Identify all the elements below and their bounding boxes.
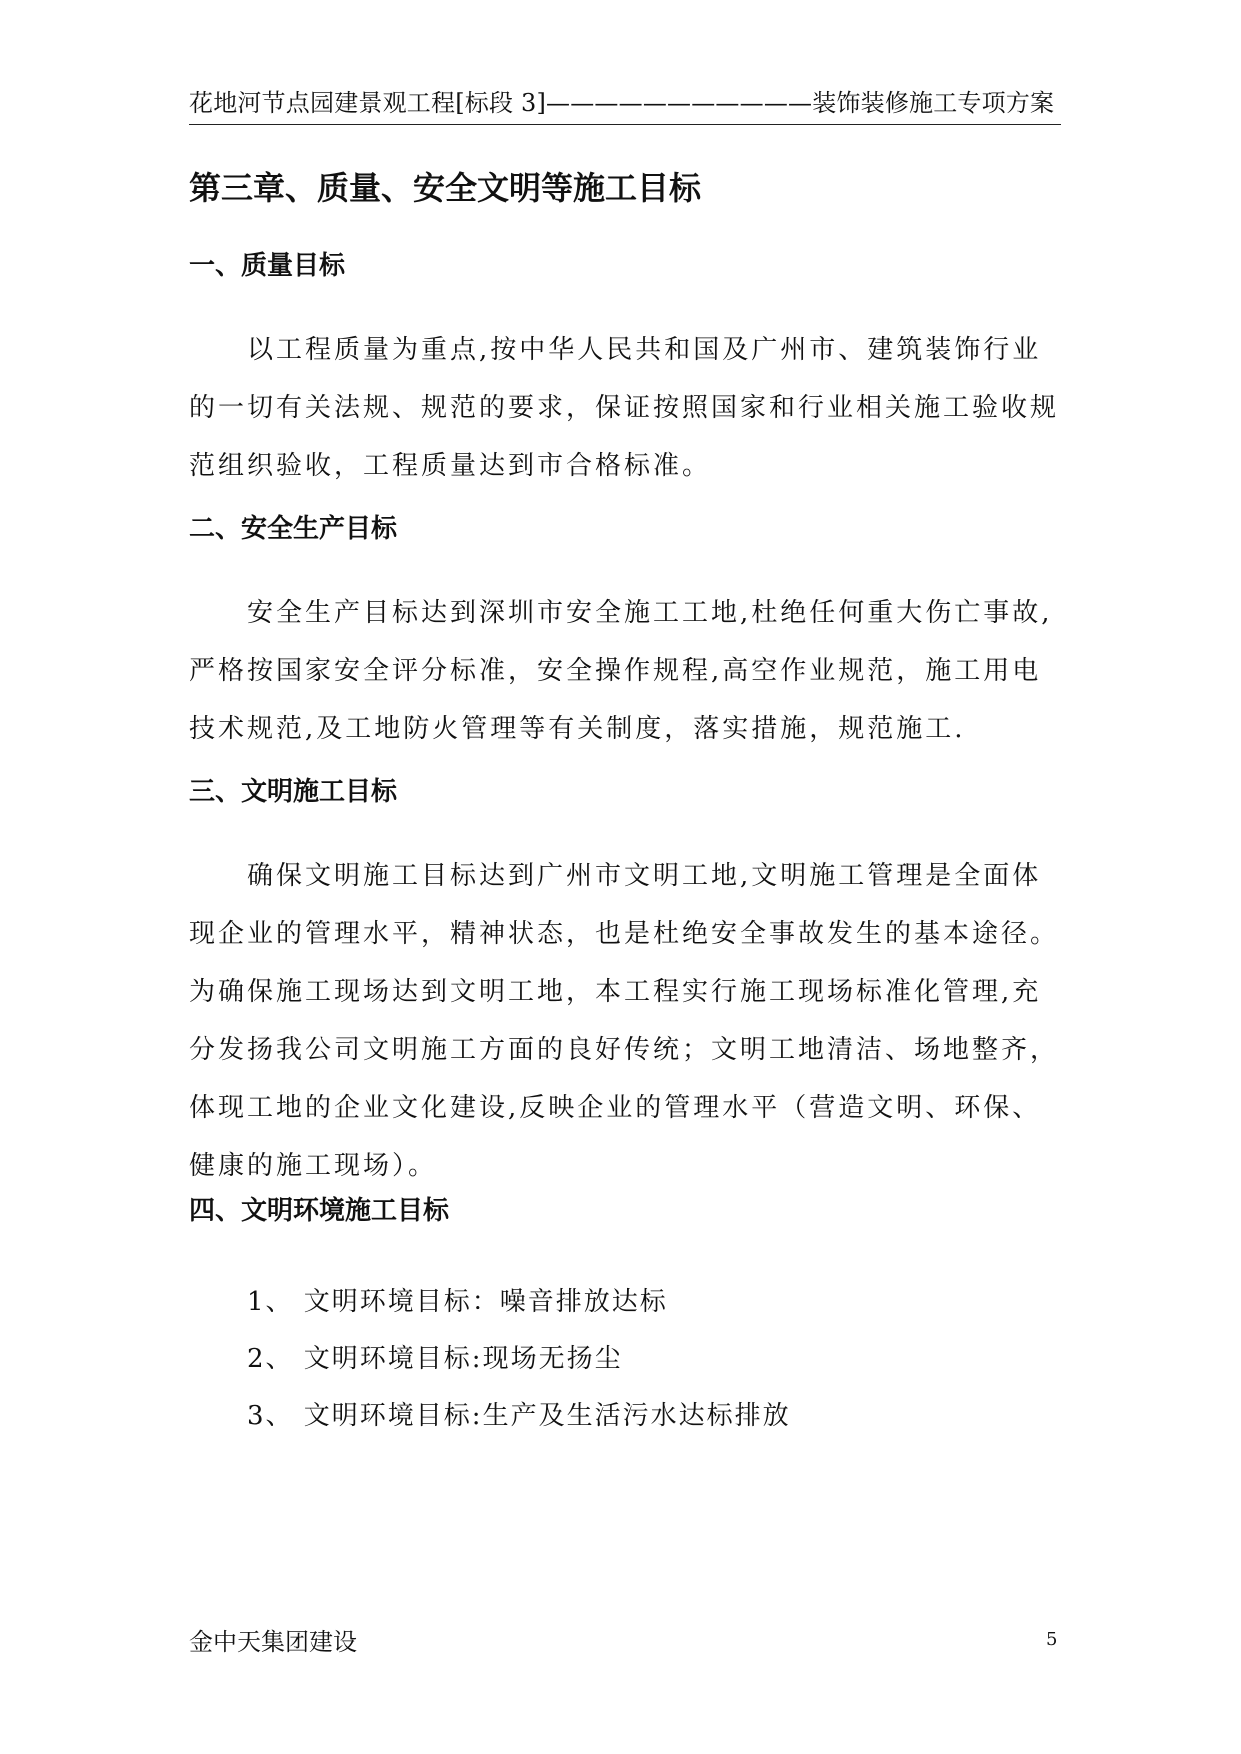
chapter-title: 第三章、质量、安全文明等施工目标 [189,169,702,207]
paragraph-line: 技术规范,及工地防火管理等有关制度，落实措施，规范施工. [189,714,966,744]
footer-company: 金中天集团建设 [189,1628,357,1656]
section-title-quality: 一、质量目标 [189,251,346,281]
list-item: 1、 文明环境目标：噪音排放达标 [247,1287,668,1317]
section-title-environment: 四、文明环境施工目标 [189,1196,450,1226]
paragraph-line: 确保文明施工目标达到广州市文明工地,文明施工管理是全面体 [247,861,1042,891]
page-number: 5 [1046,1629,1058,1650]
paragraph-line: 范组织验收，工程质量达到市合格标准。 [189,451,712,481]
paragraph-line: 为确保施工现场达到文明工地，本工程实行施工现场标准化管理,充 [189,977,1042,1007]
paragraph-line: 现企业的管理水平，精神状态，也是杜绝安全事故发生的基本途径。 [189,919,1060,949]
paragraph-line: 分发扬我公司文明施工方面的良好传统；文明工地清洁、场地整齐， [189,1035,1060,1065]
section-body-safety [189,584,1061,758]
paragraph-line: 健康的施工现场）。 [189,1151,438,1181]
section-title-safety: 二、安全生产目标 [189,514,398,544]
paragraph-line: 安全生产目标达到深圳市安全施工工地,杜绝任何重大伤亡事故, [247,598,1053,628]
list-item: 2、 文明环境目标:现场无扬尘 [247,1344,623,1374]
list-item: 3、 文明环境目标:生产及生活污水达标排放 [247,1401,791,1431]
paragraph-line: 的一切有关法规、规范的要求，保证按照国家和行业相关施工验收规 [189,393,1060,423]
section-body-quality [189,321,1061,495]
section-body-civilized [189,847,1061,1195]
paragraph-line: 体现工地的企业文化建设,反映企业的管理水平（营造文明、环保、 [189,1093,1042,1123]
header-rule [189,124,1061,125]
page-header: 花地河节点园建景观工程[标段 3]———————————装饰装修施工专项方案 [189,89,1055,117]
paragraph-line: 以工程质量为重点,按中华人民共和国及广州市、建筑装饰行业 [247,335,1042,365]
section-title-civilized: 三、文明施工目标 [189,777,398,807]
paragraph-line: 严格按国家安全评分标准，安全操作规程,高空作业规范，施工用电 [189,656,1042,686]
